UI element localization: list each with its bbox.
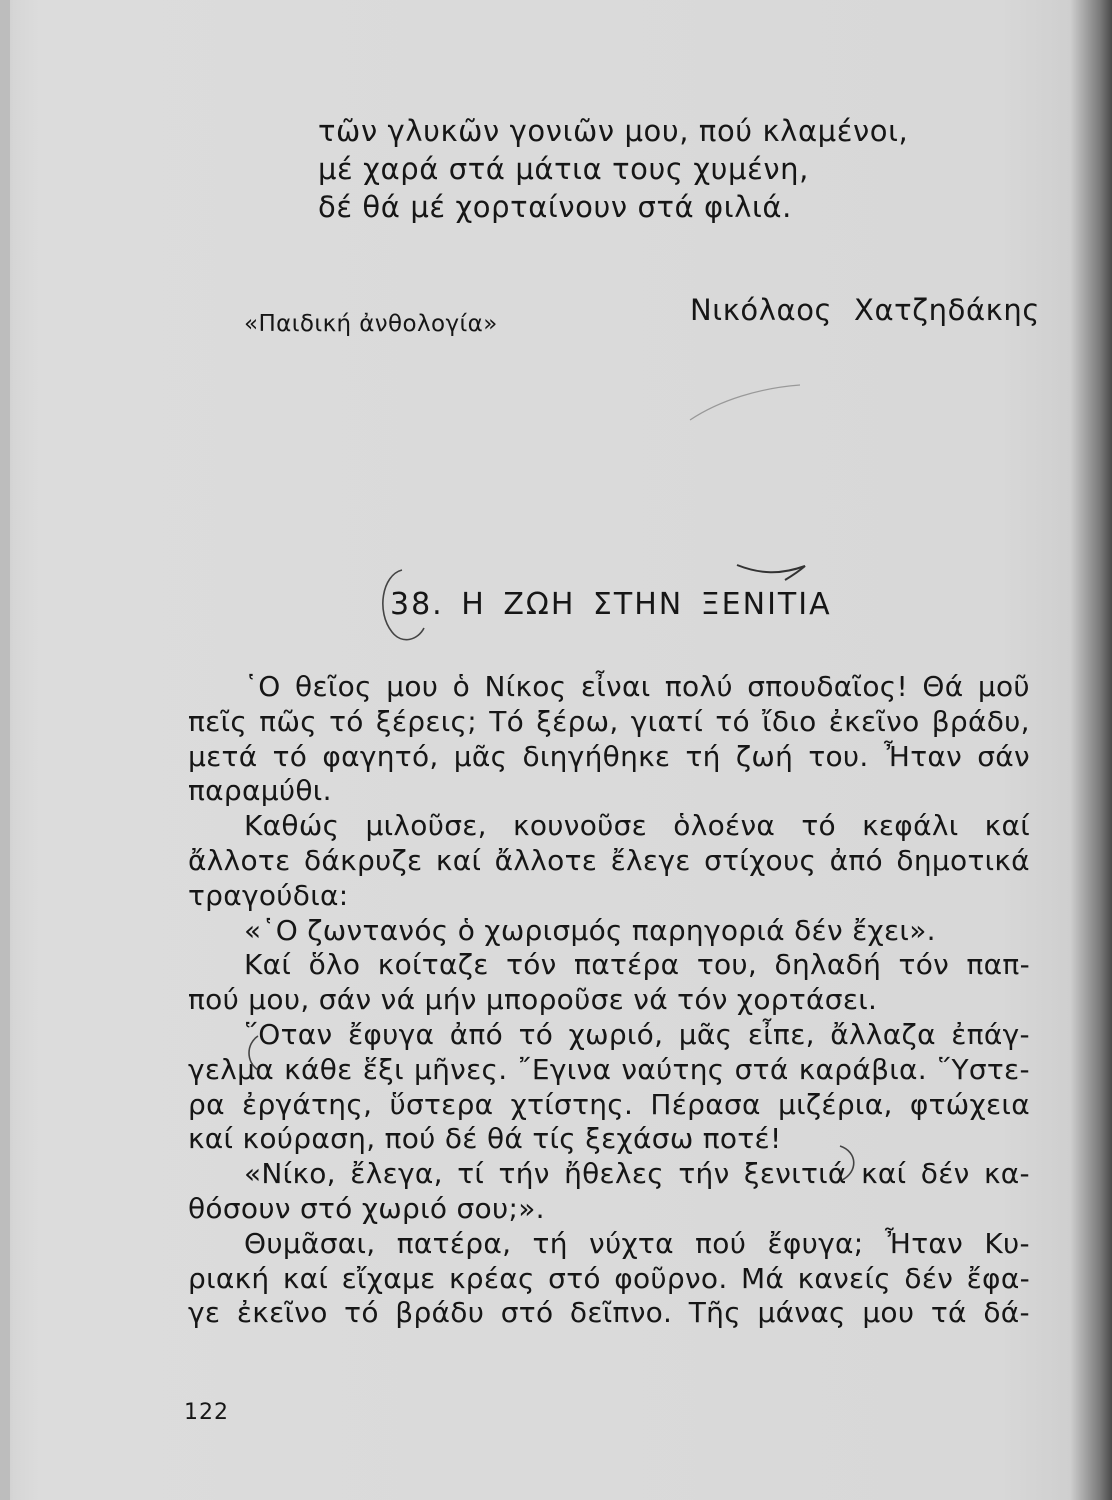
body-word: δεῖπνο. xyxy=(569,1296,673,1330)
body-word: καί xyxy=(861,1157,907,1191)
body-word: εἴχαμε xyxy=(341,1261,436,1295)
body-word: τήν xyxy=(678,1157,730,1191)
body-word: Μά xyxy=(740,1261,785,1295)
body-word: διηγήθηκε xyxy=(522,739,671,773)
body-word: τό xyxy=(518,1017,554,1051)
body-word: χωριό, xyxy=(568,1017,664,1051)
body-line-text: πού μου, σάν νά μήν μποροῦσε νά τόν χορτάσει. xyxy=(188,983,878,1017)
body-word: ἄλλοτε xyxy=(188,843,291,877)
body-word: κάθε xyxy=(284,1052,353,1086)
body-word: ῞Υστε- xyxy=(937,1052,1030,1086)
body-word: ἄλλαζα xyxy=(830,1017,936,1051)
body-word: βράδυ xyxy=(395,1296,485,1330)
body-word: γιατί xyxy=(630,704,704,738)
body-line xyxy=(188,983,1030,1018)
body-word: τά xyxy=(930,1296,967,1330)
body-word: Θυμᾶσαι, xyxy=(244,1226,376,1260)
body-word: ῞Οταν xyxy=(244,1017,333,1051)
body-word: πού xyxy=(695,1226,747,1260)
poem-stanza xyxy=(318,112,908,226)
body-word: ὁλοένα xyxy=(673,809,776,843)
body-word: ξενιτιά xyxy=(743,1157,847,1191)
body-line xyxy=(188,1018,1030,1053)
body-word: καράβια. xyxy=(798,1052,928,1086)
body-word: ξέρω, xyxy=(536,704,619,738)
body-word: ὅλο xyxy=(308,948,361,982)
body-line xyxy=(188,844,1030,879)
body-line xyxy=(188,1227,1030,1262)
body-line-text: καί κούραση, πού δέ θά τίς ξεχάσω ποτέ! xyxy=(188,1122,782,1156)
body-word: φαγητό, xyxy=(322,739,439,773)
body-word: τό xyxy=(272,739,308,773)
poem-line: μέ χαρά στά μάτια τους χυμένη, xyxy=(318,152,809,186)
poem-line: τῶν γλυκῶν γονιῶν μου, πού κλαμένοι, xyxy=(318,114,909,148)
body-word: ναύτης xyxy=(621,1052,725,1086)
body-word: ὕστερα xyxy=(389,1087,494,1121)
body-word: εἶπε, xyxy=(747,1017,815,1051)
body-line xyxy=(188,1262,1030,1297)
body-line xyxy=(188,1157,1030,1192)
body-word: στίχους xyxy=(704,843,817,877)
body-line xyxy=(188,1053,1030,1088)
body-word: ἀπό xyxy=(449,1017,504,1051)
body-word: ἔφυγα; xyxy=(767,1226,864,1260)
body-word: κα- xyxy=(983,1157,1030,1191)
body-word: δέν xyxy=(920,1157,970,1191)
body-word: ἐργάτης, xyxy=(242,1087,373,1121)
body-line xyxy=(188,1088,1030,1123)
body-word: του. xyxy=(808,739,869,773)
body-word: μοῦ xyxy=(977,670,1030,703)
body-word: χτίστης. xyxy=(510,1087,634,1121)
body-word: καί xyxy=(435,843,482,877)
body-word: γε xyxy=(188,1296,221,1330)
body-word: «Νίκο, xyxy=(244,1157,336,1191)
body-word: Καί xyxy=(244,948,292,982)
body-word: Ἦταν xyxy=(884,1226,964,1260)
body-line-text: «῾Ο ζωντανός ὁ χωρισμός παρηγοριά δέν ἔχει». xyxy=(244,913,936,947)
body-line xyxy=(188,879,1030,914)
body-word: δά- xyxy=(983,1296,1030,1330)
body-word: μιλοῦσε, xyxy=(365,809,487,843)
body-line xyxy=(188,1192,1030,1227)
body-line-text: τραγούδια: xyxy=(188,878,349,912)
body-word: ρα xyxy=(188,1087,225,1121)
body-word: κουνοῦσε xyxy=(513,809,648,843)
body-word: δάκρυζε xyxy=(303,843,423,877)
body-word: Νίκος xyxy=(484,670,567,703)
body-word: τί xyxy=(457,1157,485,1191)
body-word: Ἦταν xyxy=(883,739,963,773)
body-line xyxy=(188,809,1030,844)
body-line xyxy=(188,914,1030,949)
body-word: ἔλεγε xyxy=(610,843,691,877)
body-word: ἔφα- xyxy=(966,1261,1030,1295)
body-word: στά xyxy=(734,1052,789,1086)
body-line xyxy=(188,705,1030,740)
body-word: σπουδαῖος! xyxy=(747,670,909,703)
body-word: μου xyxy=(862,1296,915,1330)
body-word: μῆνες. xyxy=(413,1052,508,1086)
body-word: θεῖος xyxy=(295,670,372,703)
body-line xyxy=(188,948,1030,983)
body-word: μάνας xyxy=(757,1296,846,1330)
body-word: τήν xyxy=(498,1157,550,1191)
body-line xyxy=(188,740,1030,775)
body-word: ἔλεγα, xyxy=(350,1157,443,1191)
body-word: μιζέρια, xyxy=(778,1087,893,1121)
body-word: πατέρα, xyxy=(396,1226,512,1260)
body-word: καί xyxy=(282,1261,329,1295)
body-word: του, xyxy=(696,948,758,982)
body-word: μᾶς xyxy=(453,739,508,773)
body-word: καί xyxy=(984,809,1030,843)
body-word: μετά xyxy=(188,739,258,773)
body-word: ἤθελες xyxy=(564,1157,665,1191)
poem-author: Νικόλαος Χατζηδάκης xyxy=(690,293,1040,327)
body-line xyxy=(188,1122,1030,1157)
chapter-title: 38. Η ΖΩΗ ΣΤΗΝ ΞΕΝΙΤΙΑ xyxy=(390,587,832,622)
body-word: τόν xyxy=(506,948,557,982)
body-word: ἐκεῖνο xyxy=(236,1296,328,1330)
body-word: φοῦρνο. xyxy=(614,1261,728,1295)
body-word: στό xyxy=(500,1296,554,1330)
body-word: ἐκεῖνο xyxy=(828,704,920,738)
body-word: Τό xyxy=(489,704,525,738)
body-word: πεῖς xyxy=(188,704,248,738)
chapter-body-text xyxy=(188,670,1030,1331)
body-word: τή xyxy=(532,1226,568,1260)
body-word: δημοτικά xyxy=(896,843,1030,877)
body-word: δέν xyxy=(904,1261,954,1295)
body-line-text: θόσουν στό χωριό σου;». xyxy=(188,1191,545,1225)
body-word: κοίταζε xyxy=(377,948,489,982)
body-word: τή xyxy=(685,739,721,773)
body-word: τό xyxy=(715,704,750,738)
body-word: εἶναι xyxy=(580,670,651,703)
body-word: ῾Ο xyxy=(244,670,281,703)
body-word: στό xyxy=(548,1261,601,1295)
body-word: ἀπό xyxy=(829,843,883,877)
body-line-text: παραμύθι. xyxy=(188,774,332,808)
body-word: κρέας xyxy=(448,1261,535,1295)
body-word: τόν xyxy=(898,948,950,982)
page-number: 122 xyxy=(184,1400,229,1425)
poem-line: δέ θά μέ χορταίνουν στά φιλιά. xyxy=(318,190,792,224)
body-word: πατέρα xyxy=(574,948,680,982)
body-word: μᾶς xyxy=(678,1017,733,1051)
body-word: ἕξι xyxy=(362,1052,404,1086)
body-line xyxy=(188,670,1030,705)
body-word: γελμα xyxy=(188,1052,275,1086)
body-word: τό xyxy=(329,704,364,738)
body-word: ἐπάγ- xyxy=(951,1017,1030,1051)
body-word: μου xyxy=(386,670,439,703)
body-word: πολύ xyxy=(664,670,733,703)
body-word: νύχτα xyxy=(589,1226,674,1260)
body-word: σάν xyxy=(977,739,1030,773)
body-word: ξέρεις; xyxy=(375,704,478,738)
body-word: βράδυ, xyxy=(931,704,1030,738)
body-word: Θά xyxy=(922,670,964,703)
body-word: κανείς xyxy=(797,1261,892,1295)
body-word: ῎Εγινα xyxy=(517,1052,612,1086)
body-word: Καθώς xyxy=(244,809,340,843)
body-word: δηλαδή xyxy=(774,948,882,982)
body-word: φτώχεια xyxy=(909,1087,1030,1121)
poem-source: «Παιδική ἀνθολογία» xyxy=(244,311,498,337)
body-word: Τῆς xyxy=(688,1296,741,1330)
body-word: Πέρασα xyxy=(650,1087,761,1121)
body-word: τό xyxy=(801,809,836,843)
body-word: ἴδιο xyxy=(762,704,817,738)
body-word: παπ- xyxy=(966,948,1030,982)
body-word: ριακή xyxy=(188,1261,270,1295)
body-word: κεφάλι xyxy=(862,809,959,843)
page-gutter xyxy=(0,0,10,1500)
body-word: Κυ- xyxy=(984,1226,1030,1260)
body-line xyxy=(188,774,1030,809)
body-word: ἄλλοτε xyxy=(494,843,598,877)
body-word: ζωή xyxy=(735,739,794,773)
body-word: ὁ xyxy=(452,670,471,703)
body-word: πῶς xyxy=(259,704,317,738)
body-word: τό xyxy=(344,1296,379,1330)
body-word: ἔφυγα xyxy=(347,1017,435,1051)
body-line xyxy=(188,1296,1030,1331)
